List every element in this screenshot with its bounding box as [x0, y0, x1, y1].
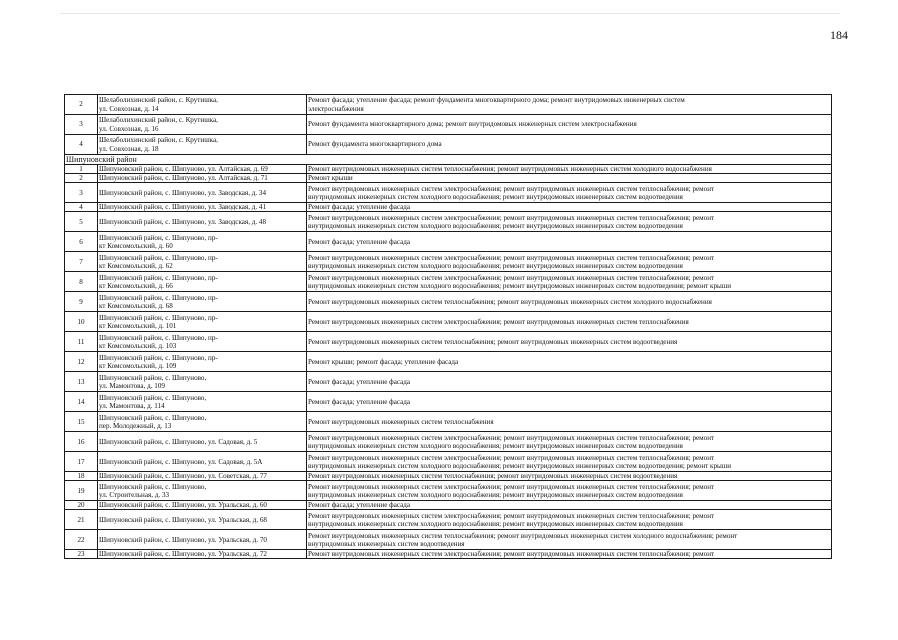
row-number: 20	[65, 501, 98, 510]
address-line: Шипуновский район, с. Шипуново,	[99, 413, 207, 422]
address-cell	[98, 501, 307, 510]
address-cell	[98, 550, 307, 559]
table-row	[65, 472, 832, 481]
work-line: Ремонт крыши; ремонт фасада; утепление фасада	[308, 357, 459, 366]
address-cell	[98, 332, 307, 352]
address-line: Шипуновский район, с. Шипуново, ул. Садовая, д. 5	[99, 437, 258, 446]
address-line: Шипуновский район, с. Шипуново, пр-	[99, 313, 218, 322]
work-line: Ремонт внутридомовых инженерных систем электроснабжения; ремонт внутридомовых инженерных систем теплоснабжения; ремонт	[308, 253, 715, 262]
row-number: 12	[65, 352, 98, 372]
row-number: 18	[65, 472, 98, 481]
address-cell	[98, 392, 307, 412]
work-cell	[307, 203, 832, 212]
section-header-row	[65, 155, 832, 165]
table-row	[65, 174, 832, 183]
address-line: ул. Строительная, д. 33	[99, 490, 170, 499]
work-line: Ремонт внутридомовых инженерных систем теплоснабжения; ремонт внутридомовых инженерных систем холодного водоснабжения; ремонт	[308, 531, 738, 540]
address-line: ул. Мамонтова, д. 114	[99, 401, 165, 410]
table-row	[65, 272, 832, 292]
section-header-body	[65, 155, 832, 165]
work-line: Ремонт фасада; утепление фасада	[308, 397, 411, 406]
work-cell	[307, 510, 832, 530]
work-line: Ремонт фасада; утепление фасада	[308, 377, 411, 386]
work-line: внутридомовых инженерных систем холодного водоснабжения; ремонт внутридомовых инженерных систем водоотведения	[308, 441, 683, 450]
section-title: Шипуновский район	[65, 155, 832, 165]
work-cell	[307, 412, 832, 432]
work-line: Ремонт фундамента многоквартирного дома; ремонт внутридомовых инженерных систем электроснабжения	[308, 120, 637, 129]
address-cell	[98, 135, 307, 155]
table-row	[65, 115, 832, 135]
table-row	[65, 530, 832, 550]
table-row	[65, 550, 832, 559]
work-cell	[307, 332, 832, 352]
work-line: внутридомовых инженерных систем холодного водоснабжения; ремонт внутридомовых инженерных систем водоотведения	[308, 192, 683, 201]
row-number: 2	[65, 174, 98, 183]
row-number: 13	[65, 372, 98, 392]
work-line: Ремонт внутридомовых инженерных систем теплоснабжения	[308, 417, 494, 426]
address-line: кт Комсомольский, д. 103	[99, 341, 177, 350]
work-line: Ремонт фасада; утепление фасада	[308, 501, 411, 510]
work-line: Ремонт внутридомовых инженерных систем электроснабжения; ремонт внутридомовых инженерных систем теплоснабжения; ремонт	[308, 213, 715, 222]
address-cell	[98, 481, 307, 501]
address-line: ул. Совхозная, д. 18	[99, 144, 159, 153]
address-cell	[98, 432, 307, 452]
table-row	[65, 312, 832, 332]
work-line: внутридомовых инженерных систем водоотведения	[308, 539, 465, 548]
table-row	[65, 212, 832, 232]
row-number: 8	[65, 272, 98, 292]
address-cell	[98, 452, 307, 472]
address-cell	[98, 115, 307, 135]
work-line: Ремонт внутридомовых инженерных систем электроснабжения; ремонт внутридомовых инженерных систем теплоснабжения; ремонт	[308, 184, 715, 193]
row-number: 2	[65, 95, 98, 115]
work-cell	[307, 135, 832, 155]
table-body-main	[65, 165, 832, 559]
work-line: Ремонт фасада; утепление фасада; ремонт фундамента многоквартирного дома; ремонт внутридомовых инженерных систем	[308, 96, 685, 105]
address-line: Шелаболихинский район, с. Крутишка,	[99, 136, 218, 145]
work-line: внутридомовых инженерных систем холодного водоснабжения; ремонт внутридомовых инженерных систем водоотведения; ремонт крыши	[308, 461, 732, 470]
work-line: внутридомовых инженерных систем холодного водоснабжения; ремонт внутридомовых инженерных систем водоотведения	[308, 261, 683, 270]
address-line: Шипуновский район, с. Шипуново, ул. Советская, д. 77	[99, 472, 267, 481]
work-cell	[307, 501, 832, 510]
table-row	[65, 452, 832, 472]
row-number: 5	[65, 212, 98, 232]
work-line: Ремонт внутридомовых инженерных систем электроснабжения; ремонт внутридомовых инженерных систем теплоснабжения; ремонт	[308, 482, 715, 491]
work-line: Ремонт крыши	[308, 174, 353, 183]
work-cell	[307, 432, 832, 452]
address-line: кт Комсомольский, д. 109	[99, 361, 177, 370]
address-line: Шипуновский район, с. Шипуново, ул. Уральская, д. 60	[99, 501, 267, 510]
address-line: Шипуновский район, с. Шипуново,	[99, 482, 207, 491]
address-line: кт Комсомольский, д. 68	[99, 301, 173, 310]
address-cell	[98, 412, 307, 432]
table-row	[65, 135, 832, 155]
address-cell	[98, 372, 307, 392]
address-line: Шипуновский район, с. Шипуново, ул. Уральская, д. 70	[99, 535, 267, 544]
work-cell	[307, 352, 832, 372]
page-number: 184	[830, 28, 848, 42]
work-cell	[307, 115, 832, 135]
address-cell	[98, 352, 307, 372]
address-cell	[98, 174, 307, 183]
work-line: Ремонт внутридомовых инженерных систем теплоснабжения; ремонт внутридомовых инженерных систем холодного водоснабжения	[308, 165, 712, 174]
table-row	[65, 481, 832, 501]
work-cell	[307, 530, 832, 550]
work-cell	[307, 183, 832, 203]
row-number: 11	[65, 332, 98, 352]
row-number: 22	[65, 530, 98, 550]
row-number: 9	[65, 292, 98, 312]
work-cell	[307, 550, 832, 559]
address-line: Шипуновский район, с. Шипуново, ул. Заводская, д. 48	[99, 217, 266, 226]
work-line: электроснабжения	[308, 104, 364, 113]
address-line: ул. Совхозная, д. 16	[99, 124, 159, 133]
table-row	[65, 165, 832, 174]
work-cell	[307, 272, 832, 292]
address-cell	[98, 203, 307, 212]
work-line: Ремонт фундамента многоквартирного дома	[308, 140, 442, 149]
work-line: внутридомовых инженерных систем холодного водоснабжения; ремонт внутридомовых инженерных систем водоотведения	[308, 221, 683, 230]
row-number: 19	[65, 481, 98, 501]
address-line: Шелаболихинский район, с. Крутишка,	[99, 96, 218, 105]
address-line: Шипуновский район, с. Шипуново, пр-	[99, 353, 218, 362]
row-number: 23	[65, 550, 98, 559]
address-cell	[98, 212, 307, 232]
row-number: 7	[65, 252, 98, 272]
address-line: Шипуновский район, с. Шипуново, ул. Заводская, д. 41	[99, 203, 266, 212]
address-line: Шелаболихинский район, с. Крутишка,	[99, 116, 218, 125]
work-cell	[307, 481, 832, 501]
address-line: Шипуновский район, с. Шипуново, ул. Алтайская, д. 69	[99, 165, 268, 174]
address-cell	[98, 272, 307, 292]
address-cell	[98, 95, 307, 115]
registry-table	[64, 94, 832, 559]
address-cell	[98, 252, 307, 272]
work-cell	[307, 95, 832, 115]
work-cell	[307, 372, 832, 392]
work-cell	[307, 292, 832, 312]
table-row	[65, 501, 832, 510]
work-line: Ремонт внутридомовых инженерных систем электроснабжения; ремонт внутридомовых инженерных систем теплоснабжения; ремонт	[308, 511, 715, 520]
row-number: 3	[65, 115, 98, 135]
address-cell	[98, 312, 307, 332]
table-row	[65, 392, 832, 412]
table-row	[65, 95, 832, 115]
row-number: 14	[65, 392, 98, 412]
work-line: Ремонт внутридомовых инженерных систем теплоснабжения; ремонт внутридомовых инженерных систем водоотведения	[308, 337, 678, 346]
address-line: Шипуновский район, с. Шипуново, пр-	[99, 333, 218, 342]
work-cell	[307, 452, 832, 472]
work-cell	[307, 392, 832, 412]
address-line: кт Комсомольский, д. 101	[99, 321, 177, 330]
row-number: 1	[65, 165, 98, 174]
page-top-rule	[60, 13, 840, 14]
work-cell	[307, 174, 832, 183]
address-line: Шипуновский район, с. Шипуново, ул. Алтайская, д. 71	[99, 174, 268, 183]
table-row	[65, 203, 832, 212]
row-number: 4	[65, 135, 98, 155]
address-line: кт Комсомольский, д. 66	[99, 281, 173, 290]
row-number: 15	[65, 412, 98, 432]
address-cell	[98, 183, 307, 203]
work-cell	[307, 212, 832, 232]
row-number: 17	[65, 452, 98, 472]
address-line: пер. Молодежный, д. 13	[99, 421, 172, 430]
table-row	[65, 412, 832, 432]
work-cell	[307, 252, 832, 272]
address-cell	[98, 292, 307, 312]
address-line: Шипуновский район, с. Шипуново, ул. Заводская, д. 34	[99, 188, 266, 197]
address-cell	[98, 472, 307, 481]
work-cell	[307, 232, 832, 252]
address-line: Шипуновский район, с. Шипуново, ул. Уральская, д. 68	[99, 515, 267, 524]
address-line: Шипуновский район, с. Шипуново, пр-	[99, 253, 218, 262]
table-row	[65, 183, 832, 203]
work-cell	[307, 165, 832, 174]
address-line: Шипуновский район, с. Шипуново, пр-	[99, 273, 218, 282]
work-line: внутридомовых инженерных систем холодного водоснабжения; ремонт внутридомовых инженерных систем водоотведения	[308, 519, 683, 528]
address-line: кт Комсомольский, д. 62	[99, 261, 173, 270]
table-row	[65, 510, 832, 530]
address-line: Шипуновский район, с. Шипуново,	[99, 393, 207, 402]
work-line: Ремонт внутридомовых инженерных систем электроснабжения; ремонт внутридомовых инженерных систем теплоснабжения; ремонт	[308, 453, 715, 462]
address-line: ул. Мамонтова, д. 109	[99, 381, 165, 390]
work-line: Ремонт внутридомовых инженерных систем электроснабжения; ремонт внутридомовых инженерных систем теплоснабжения; ремонт	[308, 433, 715, 442]
row-number: 3	[65, 183, 98, 203]
table-row	[65, 252, 832, 272]
work-line: Ремонт внутридомовых инженерных систем электроснабжения; ремонт внутридомовых инженерных систем теплоснабжения	[308, 317, 689, 326]
work-cell	[307, 312, 832, 332]
table-row	[65, 372, 832, 392]
row-number: 16	[65, 432, 98, 452]
work-cell	[307, 472, 832, 481]
work-line: Ремонт фасада; утепление фасада	[308, 237, 411, 246]
work-line: Ремонт внутридомовых инженерных систем электроснабжения; ремонт внутридомовых инженерных систем теплоснабжения; ремонт	[308, 273, 715, 282]
address-cell	[98, 165, 307, 174]
work-line: Ремонт внутридомовых инженерных систем теплоснабжения; ремонт внутридомовых инженерных систем холодного водоснабжения	[308, 297, 712, 306]
row-number: 4	[65, 203, 98, 212]
work-line: Ремонт внутридомовых инженерных систем теплоснабжения; ремонт внутридомовых инженерных систем водоотведения	[308, 472, 678, 481]
table-row	[65, 292, 832, 312]
address-line: Шипуновский район, с. Шипуново, пр-	[99, 233, 218, 242]
table-row	[65, 432, 832, 452]
row-number: 10	[65, 312, 98, 332]
address-line: ул. Совхозная, д. 14	[99, 104, 159, 113]
work-line: Ремонт внутридомовых инженерных систем электроснабжения; ремонт внутридомовых инженерных систем теплоснабжения; ремонт	[308, 550, 715, 559]
address-cell	[98, 510, 307, 530]
address-cell	[98, 232, 307, 252]
address-line: кт Комсомольский, д. 60	[99, 241, 173, 250]
address-cell	[98, 530, 307, 550]
table-row	[65, 232, 832, 252]
table-row	[65, 352, 832, 372]
work-line: внутридомовых инженерных систем холодного водоснабжения; ремонт внутридомовых инженерных систем водоотведения; ремонт крыши	[308, 281, 732, 290]
work-line: внутридомовых инженерных систем холодного водоснабжения; ремонт внутридомовых инженерных систем водоотведения	[308, 490, 683, 499]
address-line: Шипуновский район, с. Шипуново, ул. Садовая, д. 5А	[99, 457, 263, 466]
address-line: Шипуновский район, с. Шипуново, ул. Уральская, д. 72	[99, 550, 267, 559]
work-line: Ремонт фасада; утепление фасада	[308, 203, 411, 212]
registry-table-wrapper	[64, 94, 832, 559]
row-number: 21	[65, 510, 98, 530]
address-line: Шипуновский район, с. Шипуново,	[99, 373, 207, 382]
table-row	[65, 332, 832, 352]
address-line: Шипуновский район, с. Шипуново, пр-	[99, 293, 218, 302]
row-number: 6	[65, 232, 98, 252]
table-body-top	[65, 95, 832, 155]
